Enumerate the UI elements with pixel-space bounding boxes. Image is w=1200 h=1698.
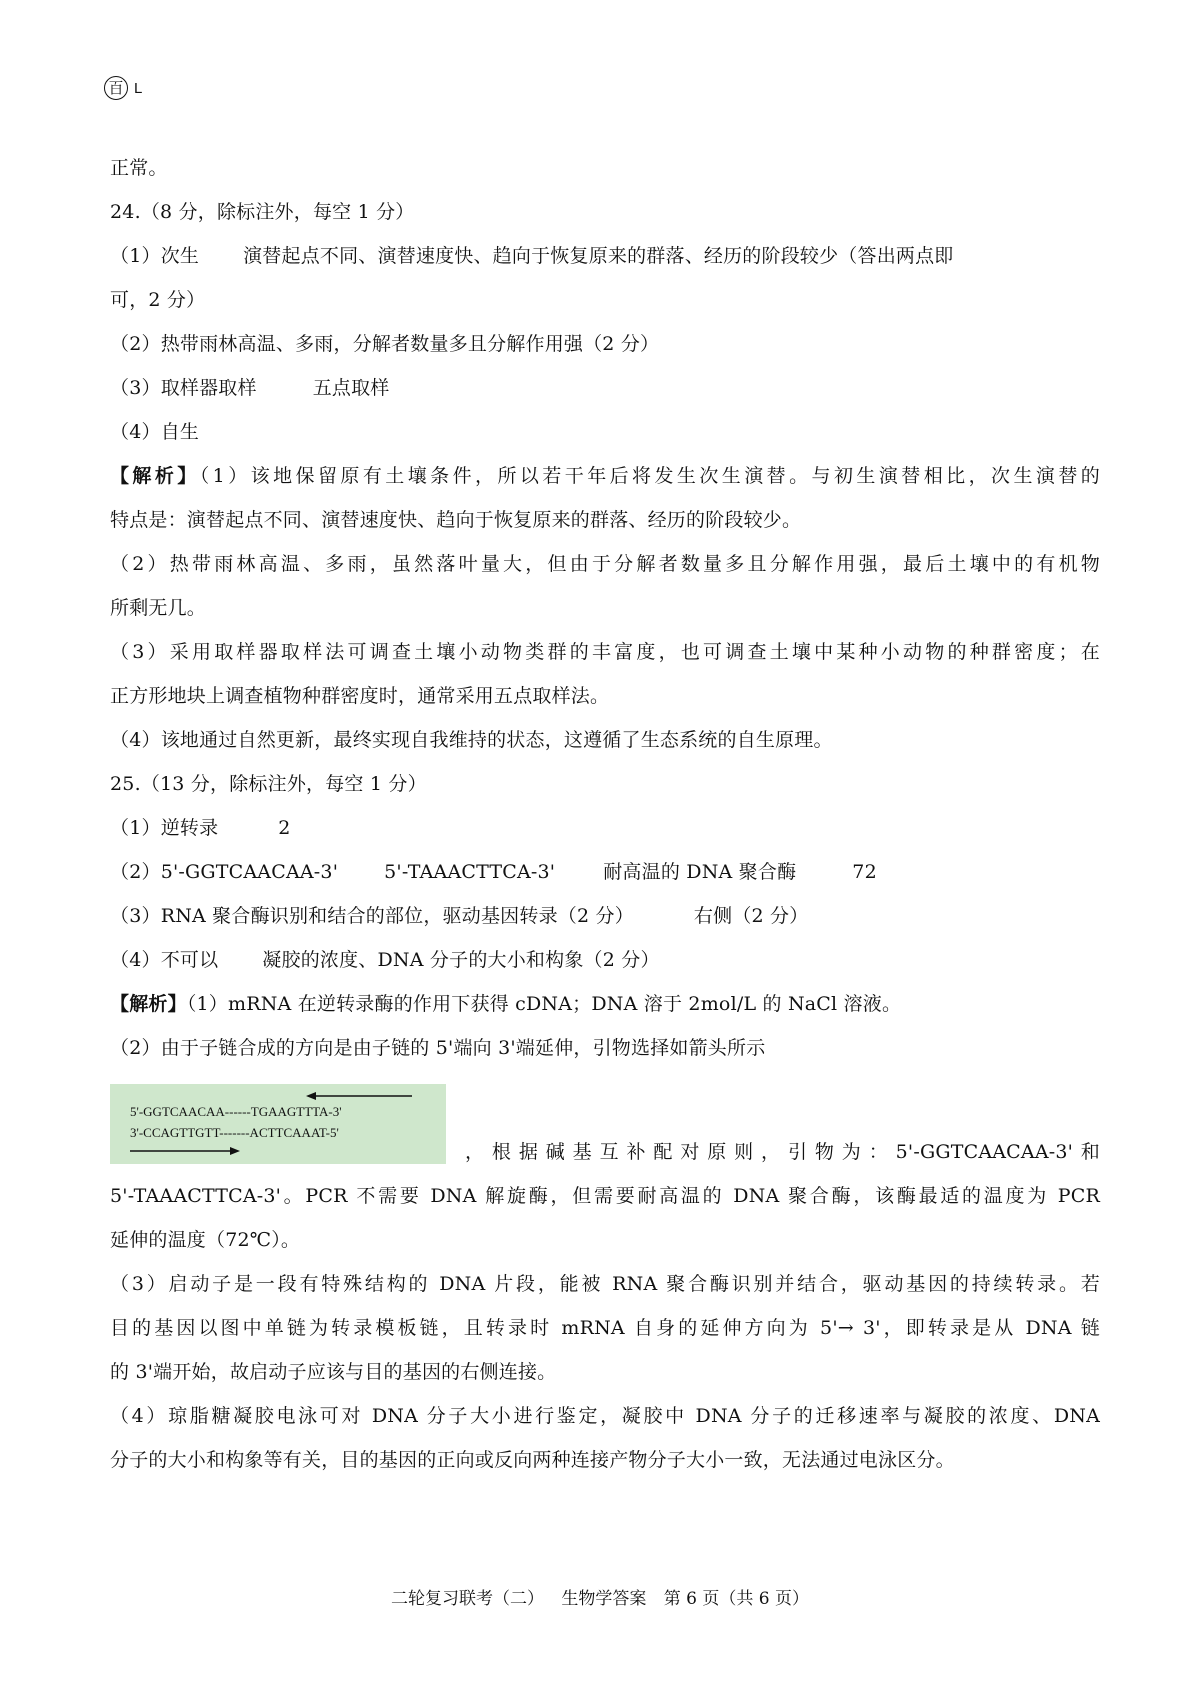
dna-strand-top: 5'-GGTCAACAA------TGAAGTTTA-3'	[130, 1104, 342, 1119]
footer-exam: 二轮复习联考（二）	[390, 1589, 544, 1609]
q24-answer-4: （4）自生	[110, 421, 200, 443]
footer-page: 第 6 页（共 6 页）	[663, 1589, 810, 1609]
q25-analysis-4: （4）琼脂糖凝胶电泳可对 DNA 分子大小进行鉴定，凝胶中 DNA 分子的迁移速率与凝胶的浓度、DNA	[110, 1405, 1100, 1427]
header-logo	[104, 76, 142, 100]
footer-subject: 生物学答案	[561, 1589, 647, 1609]
q24-analysis-3-cont: 正方形地块上调查植物种群密度时，通常采用五点取样法。	[110, 685, 610, 707]
q25-analysis-4-cont: 分子的大小和构象等有关，目的基因的正向或反向两种连接产物分子大小一致，无法通过电泳区分。	[110, 1449, 955, 1471]
q25-answer-1: （1）逆转录 2	[110, 817, 291, 839]
q24-answer-1-cont: 可，2 分）	[110, 289, 206, 311]
q25-analysis-2: （2）由于子链合成的方向是由子链的 5'端向 3'端延伸，引物选择如箭头所示	[110, 1037, 766, 1059]
q25-answer-4: （4）不可以 凝胶的浓度、DNA 分子的大小和构象（2 分）	[110, 949, 660, 971]
q24-analysis-2-cont: 所剩无几。	[110, 597, 207, 619]
q25-analysis-3-cont: 目的基因以图中单链为转录模板链，且转录时 mRNA 自身的延伸方向为 5'→ 3'，即转录是从 DNA 链	[110, 1317, 1100, 1339]
logo-suffix: L	[134, 79, 143, 97]
dna-strand-bottom: 3'-CCAGTTGTT-------ACTTCAAAT-5'	[130, 1125, 339, 1140]
q24-analysis-1-cont: 特点是：演替起点不同、演替速度快、趋向于恢复原来的群落、经历的阶段较少。	[110, 509, 802, 531]
q24-answer-2: （2）热带雨林高温、多雨，分解者数量多且分解作用强（2 分）	[110, 333, 660, 355]
q25-heading: 25.（13 分，除标注外，每空 1 分）	[110, 773, 427, 795]
q24-analysis-4: （4）该地通过自然更新，最终实现自我维持的状态，这遵循了生态系统的自生原理。	[110, 729, 833, 751]
q24-answer-3: （3）取样器取样 五点取样	[110, 377, 390, 399]
q24-analysis-2: （2）热带雨林高温、多雨，虽然落叶量大，但由于分解者数量多且分解作用强，最后土壤中的有机物	[110, 553, 1100, 575]
page-footer	[0, 1588, 1200, 1610]
logo-circle-icon: 百	[104, 76, 128, 100]
q25-analysis-2-cont-3: 延伸的温度（72℃）。	[110, 1229, 301, 1251]
q25-analysis-3: （3）启动子是一段有特殊结构的 DNA 片段，能被 RNA 聚合酶识别并结合，驱动基因的持续转录。若	[110, 1273, 1100, 1295]
primer-diagram	[110, 1084, 446, 1164]
q25-analysis-2-cont: ，根据碱基互补配对原则，引物为：5'-GGTCAACAA-3'和	[465, 1141, 1100, 1163]
q24-analysis-3: （3）采用取样器取样法可调查土壤小动物类群的丰富度，也可调查土壤中某种小动物的种群密度；在	[110, 641, 1100, 663]
q25-answer-2: （2）5'-GGTCAACAA-3' 5'-TAAACTTCA-3' 耐高温的 DNA 聚合酶 72	[110, 861, 877, 883]
q25-analysis-3-cont-2: 的 3'端开始，故启动子应该与目的基因的右侧连接。	[110, 1361, 557, 1383]
q25-analysis-2-cont-2: 5'-TAAACTTCA-3'。PCR 不需要 DNA 解旋酶，但需要耐高温的 DNA 聚合酶，该酶最适的温度为 PCR	[110, 1185, 1100, 1207]
q24-answer-1: （1）次生 演替起点不同、演替速度快、趋向于恢复原来的群落、经历的阶段较少（答出两点即	[110, 245, 954, 267]
text-line: 正常。	[110, 157, 168, 179]
q25-answer-3: （3）RNA 聚合酶识别和结合的部位，驱动基因转录（2 分） 右侧（2 分）	[110, 905, 809, 927]
q24-analysis-1: 【解析】（1）该地保留原有土壤条件，所以若干年后将发生次生演替。与初生演替相比，次生演替的	[110, 465, 1100, 487]
q25-analysis-1: 【解析】（1）mRNA 在逆转录酶的作用下获得 cDNA；DNA 溶于 2mol/L 的 NaCl 溶液。	[110, 993, 902, 1015]
q24-heading: 24.（8 分，除标注外，每空 1 分）	[110, 201, 415, 223]
